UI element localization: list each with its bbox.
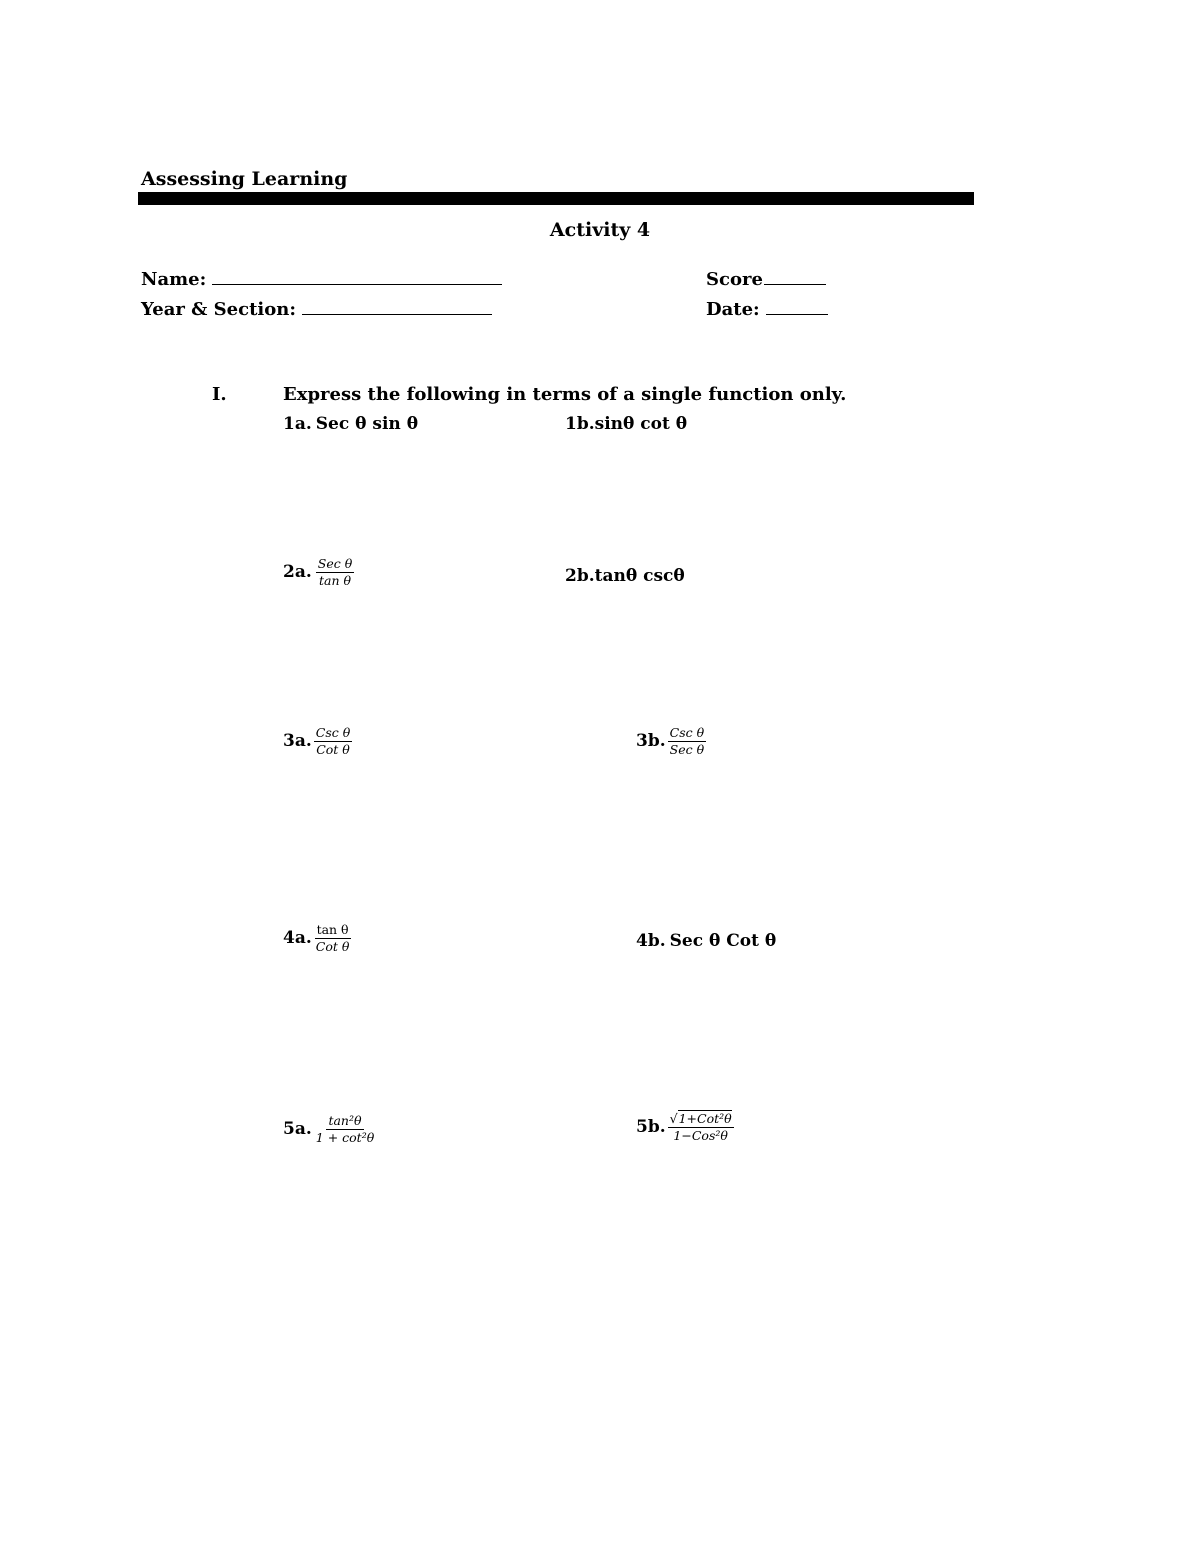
- radicand: 1+Cot²θ: [678, 1111, 732, 1126]
- problem-label: 4b.: [636, 931, 666, 951]
- problem-label: 4a.: [283, 928, 312, 949]
- problem-4a: [283, 923, 351, 954]
- fraction: [668, 1112, 734, 1143]
- score-field: [706, 268, 826, 290]
- numerator: [668, 1112, 734, 1128]
- problem-1a: [283, 414, 418, 434]
- numerator: Sec θ: [317, 556, 353, 571]
- problem-label: 3a.: [283, 731, 312, 752]
- problem-3a: [283, 726, 352, 757]
- problem-label: 1b.: [565, 414, 595, 434]
- problem-3b: [636, 726, 706, 757]
- sqrt-sign: √: [669, 1111, 678, 1126]
- name-field: [141, 268, 502, 290]
- problem-2b: [565, 566, 685, 586]
- section-title: Assessing Learning: [141, 168, 348, 190]
- denominator: Cot θ: [316, 741, 350, 757]
- name-blank: [212, 268, 502, 285]
- fraction: [316, 557, 354, 588]
- name-label: Name:: [141, 269, 207, 290]
- date-label: Date:: [706, 299, 760, 320]
- header-rule: [138, 192, 974, 205]
- fraction: [314, 923, 352, 954]
- score-label: Score: [706, 269, 763, 290]
- activity-title: Activity 4: [549, 219, 651, 241]
- problem-expression: tanθ cscθ: [594, 566, 685, 586]
- fraction: [314, 726, 352, 757]
- date-blank: [766, 298, 828, 315]
- problem-expression: sinθ cot θ: [594, 414, 688, 434]
- numerator: Csc θ: [315, 725, 351, 740]
- year-section-label: Year & Section:: [141, 299, 296, 320]
- numerator: Csc θ: [669, 725, 705, 740]
- problem-expression: Sec θ Cot θ: [669, 931, 777, 951]
- numerator: tan²θ: [328, 1113, 362, 1128]
- problem-label: 2b.: [565, 566, 595, 586]
- fraction: [314, 1114, 376, 1145]
- denominator: 1 + cot²θ: [315, 1129, 375, 1145]
- problem-expression: Sec θ sin θ: [315, 414, 419, 434]
- part-number: I.: [212, 384, 227, 405]
- problem-label: 3b.: [636, 731, 666, 752]
- denominator: Sec θ: [669, 741, 705, 757]
- problem-label: 1a.: [283, 414, 312, 434]
- problem-2a: [283, 557, 354, 588]
- fraction: [668, 726, 706, 757]
- denominator: 1−Cos²θ: [673, 1127, 728, 1143]
- denominator: Cot θ: [315, 938, 350, 954]
- problem-4b: [636, 931, 776, 951]
- denominator: tan θ: [318, 572, 352, 588]
- problem-5b: [636, 1112, 734, 1143]
- problem-label: 5a.: [283, 1119, 312, 1140]
- problem-5a: [283, 1114, 376, 1145]
- year-section-field: [141, 298, 492, 320]
- instruction: Express the following in terms of a single function only.: [283, 384, 847, 405]
- year-section-blank: [302, 298, 492, 315]
- problem-label: 5b.: [636, 1117, 666, 1138]
- date-field: [706, 298, 828, 320]
- score-blank: [764, 268, 826, 285]
- problem-1b: [565, 414, 687, 434]
- problem-label: 2a.: [283, 562, 312, 583]
- numerator: tan θ: [316, 922, 349, 937]
